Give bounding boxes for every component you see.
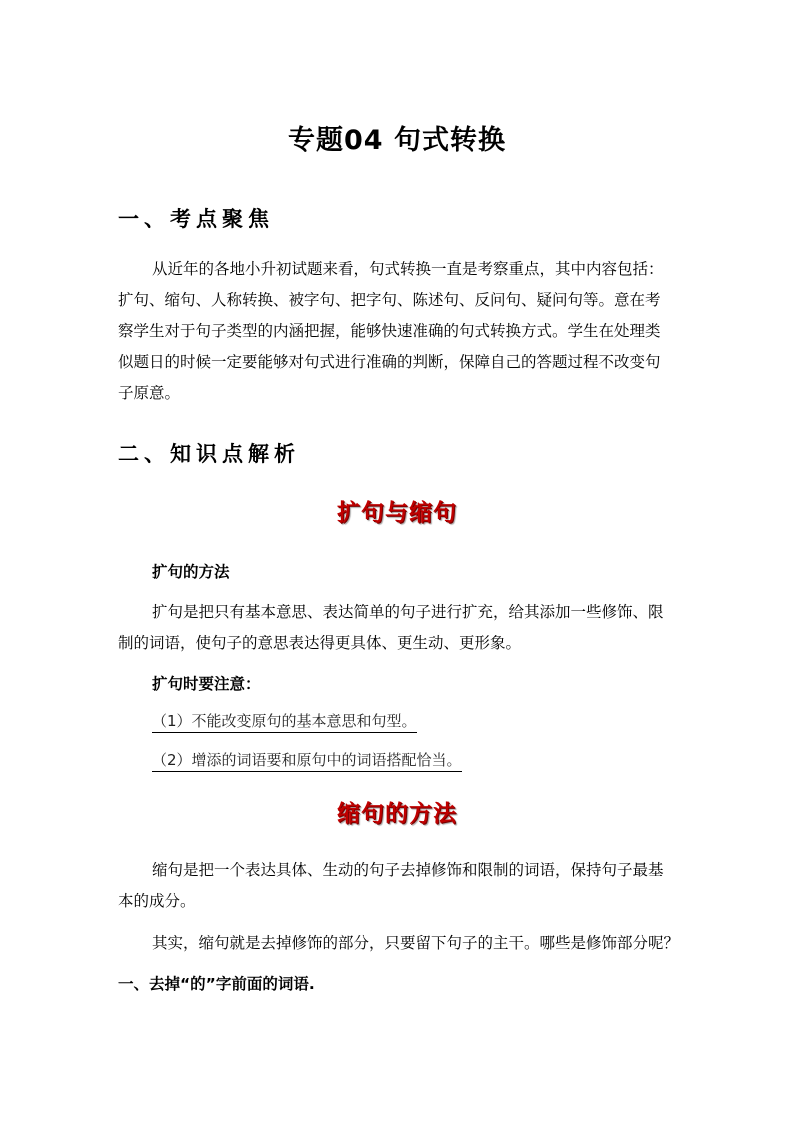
notice-item-2: （2）增添的词语要和原句中的词语搭配恰当。 <box>152 749 462 772</box>
intro-line-2: 扩句、缩句、人称转换、被字句、把字句、陈述句、反问句、疑问句等。意在考 <box>118 291 661 309</box>
shrink-extra-line: 其实，缩句就是去掉修饰的部分，只要留下句子的主干。哪些是修饰部分呢？ <box>152 934 680 952</box>
method-line-2: 制的词语，使句子的意思表达得更具体、更生动、更形象。 <box>118 634 522 652</box>
section-heading-focus: 一、考点聚焦 <box>118 206 274 231</box>
notice-item-1: （1）不能改变原句的基本意思和句型。 <box>152 710 417 733</box>
method-line-1: 扩句是把只有基本意思、表达简单的句子进行扩充，给其添加一些修饰、限 <box>152 603 664 621</box>
method-heading: 扩句的方法 <box>152 563 230 581</box>
shrink-line-1: 缩句是把一个表达具体、生动的句子去掉修饰和限制的词语，保持句子最基 <box>152 861 664 879</box>
rule-1: 一、去掉“的”字前面的词语. <box>118 975 315 993</box>
subtitle-expand-shrink: 扩句与缩句 <box>337 499 457 526</box>
intro-line-4: 似题日的时候一定要能够对句式进行准确的判断，保障自己的答题过程不改变句 <box>118 353 661 371</box>
intro-line-3: 察学生对于句子类型的内涵把握，能够快速准确的句式转换方式。学生在处理类 <box>118 322 661 340</box>
page-title: 专题04 句式转换 <box>288 125 506 156</box>
notice-heading: 扩句时要注意： <box>152 675 261 693</box>
section-heading-analysis: 二、知识点解析 <box>118 441 300 466</box>
shrink-line-2: 本的成分。 <box>118 892 196 910</box>
intro-line-1: 从近年的各地小升初试题来看，句式转换一直是考察重点，其中内容包括： <box>152 260 664 278</box>
subtitle-shrink-method: 缩句的方法 <box>337 800 457 827</box>
intro-line-5: 子原意。 <box>118 384 181 402</box>
